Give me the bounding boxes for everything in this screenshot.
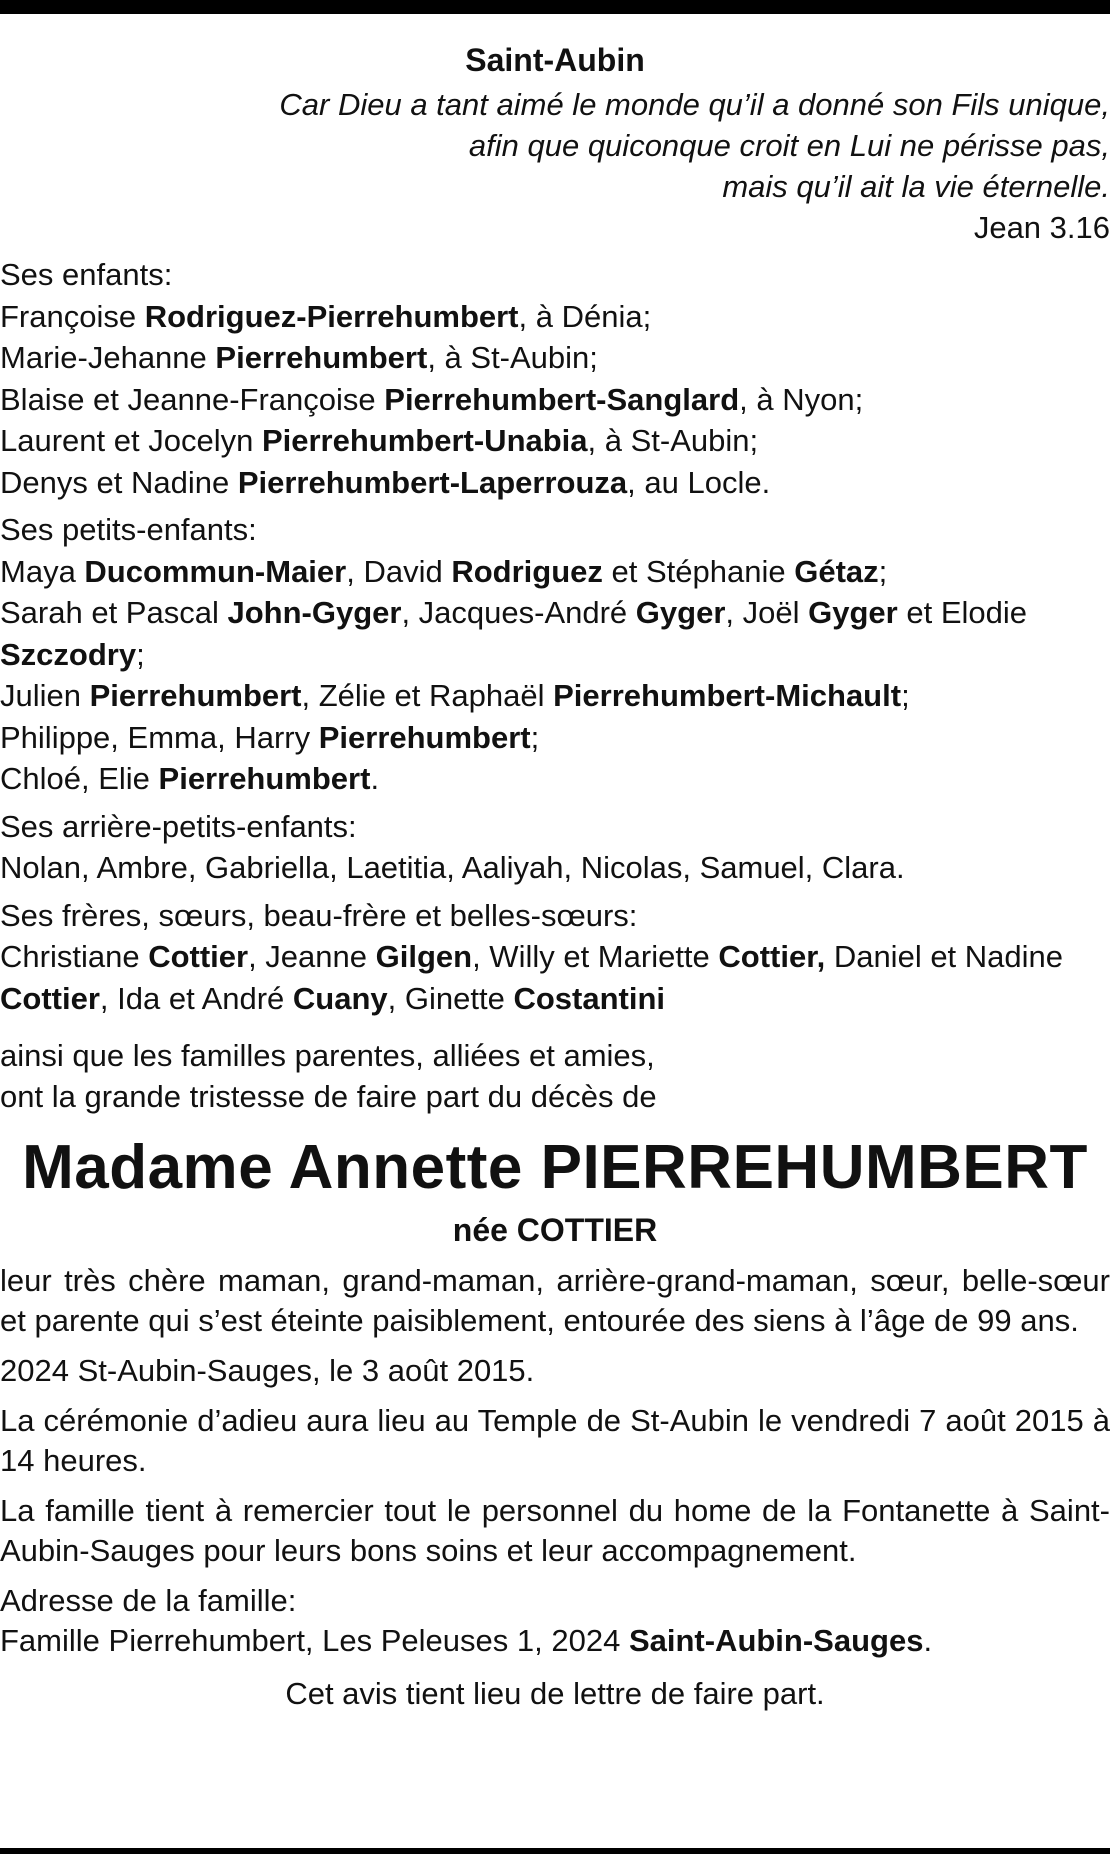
family-surname: Pierrehumbert-Michault [553, 678, 902, 713]
verse-line: mais qu’il ait la vie éternelle. [722, 169, 1110, 204]
deceased-name: Madame Annette PIERREHUMBERT [22, 1133, 1088, 1202]
family-text: Françoise [0, 298, 145, 334]
family-line [0, 717, 1110, 759]
family-surname: Pierrehumbert [158, 761, 371, 796]
family-text: , Jeanne [248, 939, 376, 974]
description-paragraph: leur très chère maman, grand-maman, arrière-grand-maman, sœur, belle-sœur et parente qui s’est éteinte paisiblement, entourée des siens à l’âge de 99 ans. [0, 1263, 1110, 1338]
family-text: , Ida et André [99, 980, 293, 1016]
section-heading: Ses frères, sœurs, beau-frère et belles-sœurs: [0, 897, 638, 933]
family-surname: Cottier [148, 939, 249, 974]
family-text: , Jacques-André [401, 595, 636, 630]
date-place: 2024 St-Aubin-Sauges, le 3 août 2015. [0, 1353, 535, 1388]
family-line [0, 758, 1110, 800]
maiden-name: née COTTIER [452, 1212, 658, 1248]
family-surname: Costantini [513, 980, 666, 1016]
family-text: Denys et Nadine [0, 464, 238, 500]
family-text: , Zélie et Raphaël [301, 678, 554, 713]
family-surname: Pierrehumbert [215, 340, 428, 375]
family-text: . [370, 761, 380, 796]
family-text: Christiane [0, 939, 149, 974]
place-heading: Saint-Aubin [465, 42, 645, 78]
family-text: ; [136, 636, 145, 672]
verse-line: afin que quiconque croit en Lui ne périsse pas, [468, 128, 1110, 163]
family-text: , Willy et Mariette [472, 939, 719, 974]
family-text: et Stéphanie [602, 553, 795, 589]
family-surname: Pierrehumbert [89, 678, 302, 713]
family-surname: Cottier, [718, 939, 826, 974]
family-text: , Ginette [387, 980, 514, 1016]
family-address [0, 1581, 1110, 1661]
family-text: Blaise et Jeanne-Françoise [0, 381, 385, 417]
family-line [0, 675, 1110, 717]
family-text: , David [346, 553, 452, 589]
family-text: , à Dénia; [518, 298, 652, 334]
family-surname: Rodriguez [451, 553, 603, 589]
bible-verse [0, 84, 1110, 207]
address-text: Famille Pierrehumbert, Les Peleuses 1, 2024 [0, 1623, 629, 1658]
ceremony-paragraph: La cérémonie d’adieu aura lieu au Temple de St-Aubin le vendredi 7 août 2015 à 14 heures. [0, 1403, 1110, 1478]
family-text: Nolan, Ambre, Gabriella, Laetitia, Aaliyah, Nicolas, Samuel, Clara. [0, 850, 905, 885]
family-surname: Gyger [635, 595, 726, 630]
top-rule [0, 0, 1110, 14]
closing-note: Cet avis tient lieu de lettre de faire part. [285, 1676, 825, 1711]
section-heading: Ses arrière-petits-enfants: [0, 808, 357, 844]
family-text: Sarah et Pascal [0, 595, 228, 630]
section-freres-soeurs [0, 895, 1110, 1020]
family-text: Laurent et Jocelyn [0, 423, 262, 458]
intro-line: ont la grande tristesse de faire part du décès de [0, 1079, 657, 1114]
family-line [0, 379, 1110, 421]
family-surname: Gilgen [375, 939, 473, 974]
family-text: Marie-Jehanne [0, 340, 216, 375]
family-line [0, 592, 1110, 675]
family-text: Julien [0, 678, 90, 713]
section-enfants [0, 254, 1110, 503]
verse-reference: Jean 3.16 [973, 210, 1110, 245]
obituary-notice [0, 40, 1110, 1714]
family-surname: Szczodry [0, 636, 137, 672]
family-text: , à St-Aubin; [587, 423, 759, 458]
section-petits-enfants [0, 509, 1110, 800]
intro-line: ainsi que les familles parentes, alliées et amies, [0, 1038, 655, 1073]
family-text: ; [901, 678, 910, 713]
address-heading: Adresse de la famille: [0, 1583, 297, 1618]
family-surname: Ducommun-Maier [84, 553, 347, 589]
section-heading: Ses petits-enfants: [0, 512, 257, 547]
family-line [0, 936, 1110, 1019]
verse-line: Car Dieu a tant aimé le monde qu’il a donné son Fils unique, [279, 87, 1110, 122]
family-text: ; [530, 719, 540, 755]
family-text: Chloé, Elie [0, 761, 159, 796]
family-surname: Pierrehumbert-Laperrouza [237, 464, 628, 500]
family-surname: Gétaz [794, 553, 879, 589]
family-line [0, 420, 1110, 462]
family-text: et Elodie [897, 595, 1027, 630]
family-surname: John-Gyger [227, 595, 402, 630]
family-line [0, 551, 1110, 593]
family-surname: Gyger [808, 595, 898, 630]
family-line [0, 337, 1110, 379]
section-arriere-petits-enfants [0, 806, 1110, 889]
family-surname: Cottier [0, 980, 100, 1016]
intro-text [0, 1035, 1110, 1117]
family-surname: Pierrehumbert-Unabia [261, 423, 588, 458]
family-surname: Rodriguez-Pierrehumbert [144, 298, 519, 334]
address-end: . [923, 1623, 933, 1658]
section-heading: Ses enfants: [0, 257, 173, 292]
family-line [0, 296, 1110, 338]
bottom-rule [0, 1848, 1110, 1854]
family-line [0, 462, 1110, 504]
family-text: Daniel et Nadine [825, 939, 1064, 974]
address-city: Saint-Aubin-Sauges [628, 1623, 924, 1658]
family-line [0, 847, 1110, 889]
family-surname: Pierrehumbert-Sanglard [384, 381, 740, 417]
family-text: ; [878, 553, 888, 589]
family-text: Maya [0, 553, 85, 589]
family-text: , au Locle. [627, 464, 771, 500]
family-text: , à St-Aubin; [427, 340, 598, 375]
family-surname: Cuany [292, 980, 388, 1016]
family-text: , à Nyon; [739, 381, 864, 417]
thanks-paragraph: La famille tient à remercier tout le personnel du home de la Fontanette à Saint-Aubin-Sauges pour leurs bons soins et leur accompagnement. [0, 1493, 1110, 1568]
family-text: Philippe, Emma, Harry [0, 719, 319, 755]
family-text: , Joël [725, 595, 809, 630]
family-surname: Pierrehumbert [318, 719, 531, 755]
